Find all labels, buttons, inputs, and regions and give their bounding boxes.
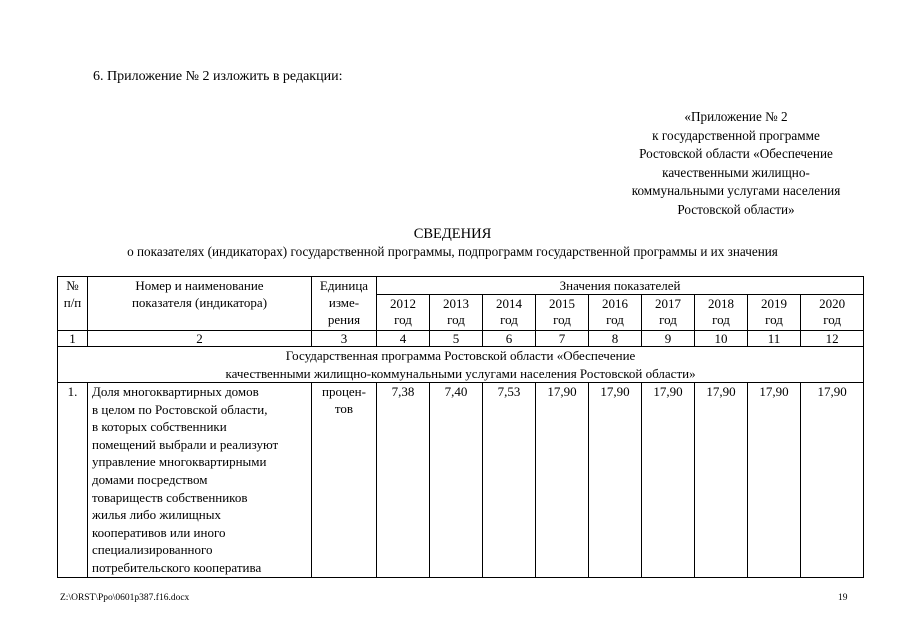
program-title-line: Государственная программа Ростовской области «Обеспечение [285,348,636,363]
header-name [88,277,312,331]
header-unit [312,277,377,331]
header-year [377,295,430,331]
year-label: год [447,312,465,327]
appendix-line: к государственной программе [652,127,820,143]
header-unit-line: Единица [319,278,369,293]
year-label: год [553,312,571,327]
indicator-value: 7,40 [430,383,483,578]
year-number: 2014 [496,296,522,311]
indicator-name-line: кооперативов или иного [92,524,226,540]
indicator-name [88,383,312,578]
column-number: 2 [88,331,312,347]
indicator-unit-line: тов [334,401,354,416]
year-number: 2019 [761,296,787,311]
footer-file-path: Z:\ORST\Ppo\0601p387.f16.docx [60,593,190,603]
header-year [589,295,642,331]
document-title: СВЕДЕНИЯ [413,226,492,242]
column-number: 9 [642,331,695,347]
column-number: 10 [695,331,748,347]
appendix-line: качественными жилищно- [662,164,810,180]
indicator-value: 7,53 [483,383,536,578]
indicator-name-line: в которых собственники [92,419,227,435]
header-year [483,295,536,331]
indicator-value: 17,90 [589,383,642,578]
column-number: 12 [801,331,864,347]
header-year [642,295,695,331]
year-number: 2015 [549,296,575,311]
header-year [695,295,748,331]
indicator-unit-line: процен- [322,384,366,399]
indicator-name-line: специализированного [92,542,213,558]
header-name-line: Номер и наименование [135,278,264,293]
year-number: 2020 [819,296,846,311]
indicator-name-line: товариществ собственников [92,489,248,505]
indicators-table [57,276,864,578]
indicator-value: 7,38 [377,383,430,578]
indicator-name-line: Доля многоквартирных домов [92,384,259,399]
indicator-value: 17,90 [748,383,801,578]
indicator-name-line: потребительского кооператива [92,559,262,575]
indicator-value: 17,90 [642,383,695,578]
year-label: год [394,312,412,327]
appendix-line: Ростовской области «Обеспечение [639,146,833,162]
indicator-name-line: управление многоквартирными [92,454,267,470]
header-year [430,295,483,331]
header-year [748,295,801,331]
indicator-value: 17,90 [536,383,589,578]
header-year [801,295,864,331]
indicator-name-line: жилья либо жилищных [92,507,221,523]
row-number: 1. [58,383,88,578]
header-unit-line: изме- [328,295,360,310]
indicator-unit [312,383,377,578]
year-number: 2017 [655,296,681,311]
document-subtitle: о показателях (индикаторах) государственной программы, подпрограмм государственной программы и их значения [127,244,778,259]
column-number: 3 [312,331,377,347]
header-year [536,295,589,331]
column-number: 7 [536,331,589,347]
header-values: Значения показателей [377,277,864,295]
indicator-name-line: помещений выбрали и реализуют [92,436,279,452]
column-number: 4 [377,331,430,347]
year-label: год [606,312,624,327]
year-number: 2012 [390,296,416,311]
intro-text: 6. Приложение № 2 изложить в редакции: [93,69,343,84]
year-label: год [659,312,677,327]
appendix-line: Ростовской области» [677,201,795,217]
column-number: 5 [430,331,483,347]
appendix-line: «Приложение № 2 [684,109,788,124]
column-number: 11 [748,331,801,347]
header-unit-line: рения [327,312,361,327]
year-number: 2013 [443,296,469,311]
column-number: 1 [58,331,88,347]
program-title [58,347,864,383]
column-number: 6 [483,331,536,347]
appendix-heading [606,108,866,220]
year-number: 2018 [708,296,734,311]
appendix-line: коммунальными услугами населения [631,183,841,199]
indicator-value: 17,90 [801,383,864,578]
year-label: год [712,312,730,327]
year-label: год [500,312,518,327]
header-name-line: показателя (индикатора) [131,295,268,310]
program-title-line: качественными жилищно-коммунальными услугами населения Ростовской области» [225,365,696,381]
header-number-line: п/п [63,295,82,310]
indicator-name-line: домами посредством [92,471,208,487]
header-number-line: № [66,278,79,293]
year-label: год [823,312,841,327]
header-number [58,277,88,331]
page-number: 19 [838,593,848,603]
indicator-name-line: в целом по Ростовской области, [92,401,268,417]
indicator-value: 17,90 [695,383,748,578]
column-number: 8 [589,331,642,347]
year-number: 2016 [602,296,628,311]
year-label: год [765,312,783,327]
